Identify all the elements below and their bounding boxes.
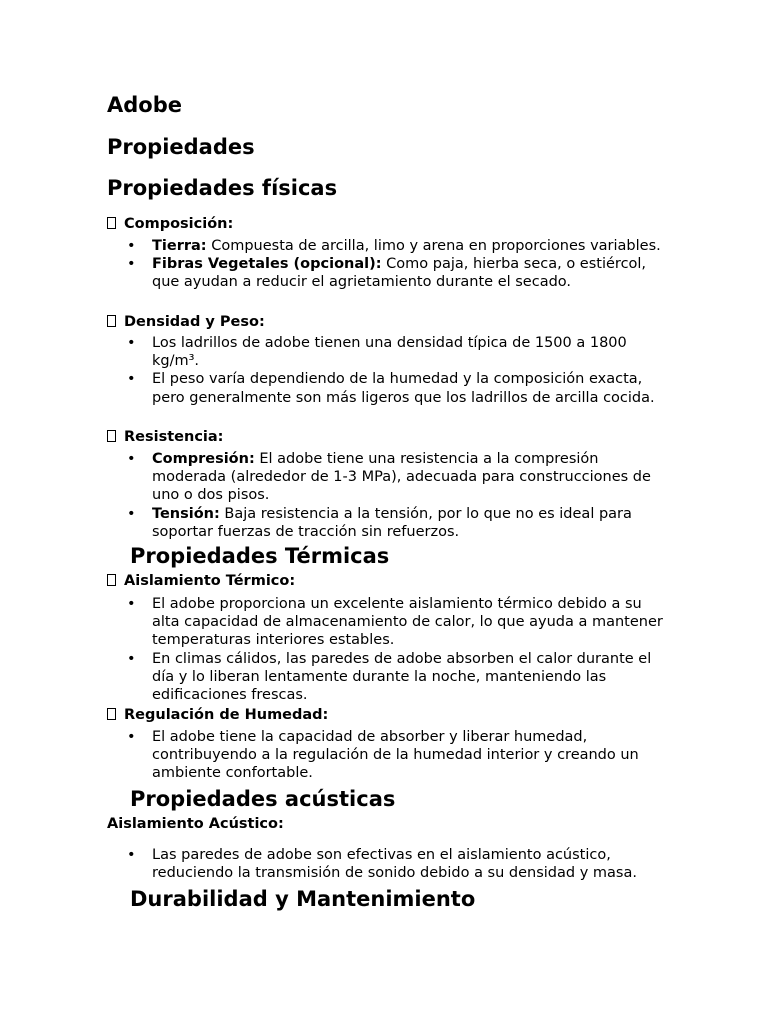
humedad-list [107, 728, 667, 783]
item-term: Compresión: [152, 451, 255, 467]
list-item [107, 237, 667, 255]
heading-propiedades: Propiedades [107, 135, 255, 159]
list-item: • El adobe proporciona un excelente aislamiento térmico debido a su alta capacidad de almacenamiento de calor, lo que ayuda a mantener temperaturas interiores estables. [107, 595, 667, 650]
section-aislamiento-termico [107, 572, 295, 590]
list-item: • El adobe tiene la capacidad de absorber y liberar humedad, contribuyendo a la regulación de la humedad interior y creando un ambiente confortable. [107, 728, 667, 783]
heading-propiedades-acusticas: Propiedades acústicas [130, 787, 396, 811]
section-label: Densidad y Peso: [124, 314, 265, 330]
section-label: Composición: [124, 216, 234, 232]
section-composicion [107, 215, 233, 233]
section-label: Resistencia: [124, 429, 224, 445]
list-item [107, 450, 667, 505]
item-text: Como paja, hierba seca, o estiércol, que ayudan a reducir el agrietamiento durante el secado. [152, 256, 647, 291]
checkbox-glyph-icon [107, 430, 116, 442]
section-resistencia [107, 428, 223, 446]
heading-durabilidad: Durabilidad y Mantenimiento [130, 887, 476, 911]
item-term: Fibras Vegetales (opcional): [152, 256, 382, 273]
section-aislamiento-acustico: Aislamiento Acústico: [107, 816, 284, 832]
checkbox-glyph-icon [107, 708, 116, 720]
item-text: Compuesta de arcilla, limo y arena en proporciones variables. [206, 238, 661, 254]
item-term: Tensión: [152, 505, 220, 522]
document-title: Adobe [107, 93, 182, 117]
densidad-list [107, 334, 667, 407]
list-item: • Las paredes de adobe son efectivas en el aislamiento acústico, reduciendo la transmisión de sonido debido a su densidad y masa. [107, 846, 667, 882]
list-item [107, 505, 667, 541]
composicion-list [107, 237, 667, 292]
checkbox-glyph-icon [107, 315, 116, 327]
section-label: Aislamiento Térmico: [124, 573, 296, 589]
item-text: Baja resistencia a la tensión, por lo que no es ideal para soportar fuerzas de tracción sin refuerzos. [152, 505, 632, 540]
list-item: • El peso varía dependiendo de la humedad y la composición exacta, pero generalmente son más ligeros que los ladrillos de arcilla cocida. [107, 370, 667, 406]
item-term: Tierra: [152, 238, 207, 254]
heading-propiedades-fisicas: Propiedades físicas [107, 176, 338, 200]
section-densidad [107, 313, 265, 331]
item-text: El adobe tiene una resistencia a la compresión moderada (alrededor de 1-3 MPa), adecuada para construcciones de uno o dos pisos. [152, 451, 651, 504]
checkbox-glyph-icon [107, 574, 116, 586]
list-item: • Los ladrillos de adobe tienen una densidad típica de 1500 a 1800 kg/m³. [107, 334, 667, 370]
list-item [107, 255, 667, 291]
list-item: • En climas cálidos, las paredes de adobe absorben el calor durante el día y lo liberan lentamente durante la noche, manteniendo las edificaciones frescas. [107, 650, 667, 705]
checkbox-glyph-icon [107, 217, 116, 229]
section-regulacion-humedad [107, 706, 328, 724]
aislamiento-termico-list [107, 595, 667, 704]
aislamiento-acustico-list [107, 846, 667, 882]
resistencia-list [107, 450, 667, 541]
heading-propiedades-termicas: Propiedades Térmicas [130, 544, 390, 568]
section-label: Regulación de Humedad: [124, 707, 329, 723]
